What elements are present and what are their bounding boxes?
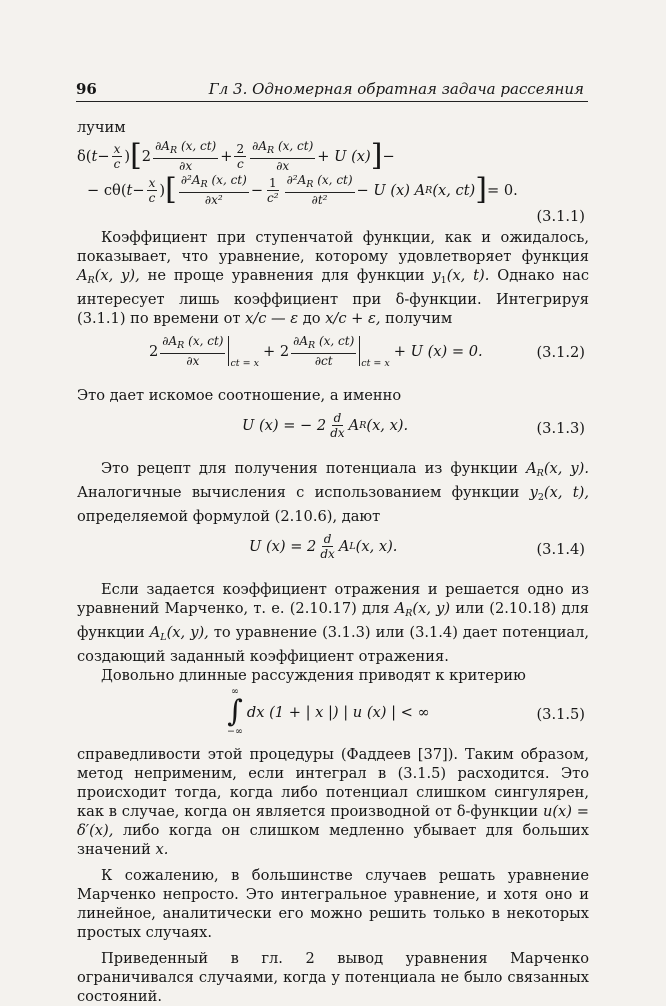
- equation-number-3-1-3: (3.1.3): [536, 420, 585, 437]
- equation-number-3-1-5: (3.1.5): [536, 706, 585, 723]
- page-number: 96: [76, 80, 97, 98]
- equation-3-1-1: [77, 139, 589, 226]
- integral-sign: ∞ ∫ −∞: [227, 686, 243, 737]
- paragraph-8: Приведенный в гл. 2 вывод уравнения Марченко ограничивался случаями, когда у потенциала не было связанных состояний.: [77, 950, 589, 1005]
- page-header: [76, 80, 588, 102]
- running-title: Гл 3. Одномерная обратная задача рассеяния: [208, 80, 584, 98]
- paragraph-2: Это дает искомое соотношение, а именно: [77, 387, 402, 404]
- equation-number-3-1-1: (3.1.1): [536, 208, 585, 225]
- paragraph-5: Довольно длинные рассуждения приводят к критерию: [101, 667, 526, 684]
- equation-3-1-3: U (x) = − 2 $\frac{d}{dx}$ A R (x, x). (3.1.3): [242, 411, 585, 440]
- equation-3-1-5: ∞ ∫ −∞ dx (1 + | x |) | u (x) | < ∞ (3.1.5): [227, 686, 585, 737]
- paragraph-1: Коэффициент при ступенчатой функции, как и ожидалось, показывает, что уравнение, которому удовлетворяет функция $A_R(x$, y), не проще уравнения для функции $y_1(x$, t). Однако нас интересует лишь коэффициент при δ-функции. Интегрируя (3.1.1) по времени от x/c — ε до x/c + ε, получим: [77, 229, 589, 327]
- equation-3-1-1-line-1: δ( t − $\frac{x}{c}$ ) [ 2 $\frac{\partial A_R (x, ct)}{\partial x}$ + $\frac{2}{c}$ $\frac{\partial A_R (x, ct)}{\partial x}$ + U (x) ] −: [77, 138, 395, 173]
- page-body: [77, 118, 589, 1006]
- paragraph-7: К сожалению, в большинстве случаев решать уравнение Марченко непросто. Это интегральное уравнение, и хотя оно и линейное, аналитически его можно решить только в некоторых простых случаях.: [77, 867, 589, 941]
- equation-3-1-2: 2 $\frac{\partial A_R (x, ct)}{\partial x}$ ct = x + 2 $\frac{\partial A_R (x, ct)}{\partial ct}$ ct = x + U (x) = 0. (3.1.2): [149, 334, 585, 369]
- equation-3-1-4: U (x) = 2 $\frac{d}{dx}$ A L (x, x). (3.1.4): [249, 532, 585, 561]
- header-rule: [76, 101, 588, 102]
- paragraph-3: Это рецепт для получения потенциала из функции $A_R(x$, y). Аналогичные вычисления с использованием функции $y_2(x$, t), определяемой формулой (2.10.6), дают: [77, 460, 590, 525]
- equation-number-3-1-4: (3.1.4): [536, 541, 585, 558]
- equation-number-3-1-2: (3.1.2): [536, 344, 585, 361]
- continuation-word: лучим: [77, 119, 126, 136]
- equation-3-1-1-line-2: − cθ( t − $\frac{x}{c}$ ) [ $\frac{\partial^2A_R (x, ct)}{\text{∂x²}}$ − $\frac{1}{\text{c²}}$ $\frac{\partial^2A_R (x, ct)}{\text{∂t²}}$ − U (x) A R (x, ct) ] = 0.: [87, 172, 518, 207]
- paragraph-4: Если задается коэффициент отражения и решается одно из уравнений Марченко, т. е. (2.10.17) для $A_R(x$, y) или (2.10.18) для функции $A_L(x$, y), то уравнение (3.1.3) или (3.1.4) дает потенциал, создающий заданный коэффициент отражения.: [77, 581, 590, 665]
- paragraph-6: справедливости этой процедуры (Фаддеев [37]). Таким образом, метод неприменим, если интеграл в (3.1.5) расходится. Это происходит тогда, когда либо потенциал слишком сингулярен, как в случае, когда он является производной от δ-функции u(x) = δ′(x), либо когда он слишком медленно убывает для больших значений x.: [77, 746, 590, 858]
